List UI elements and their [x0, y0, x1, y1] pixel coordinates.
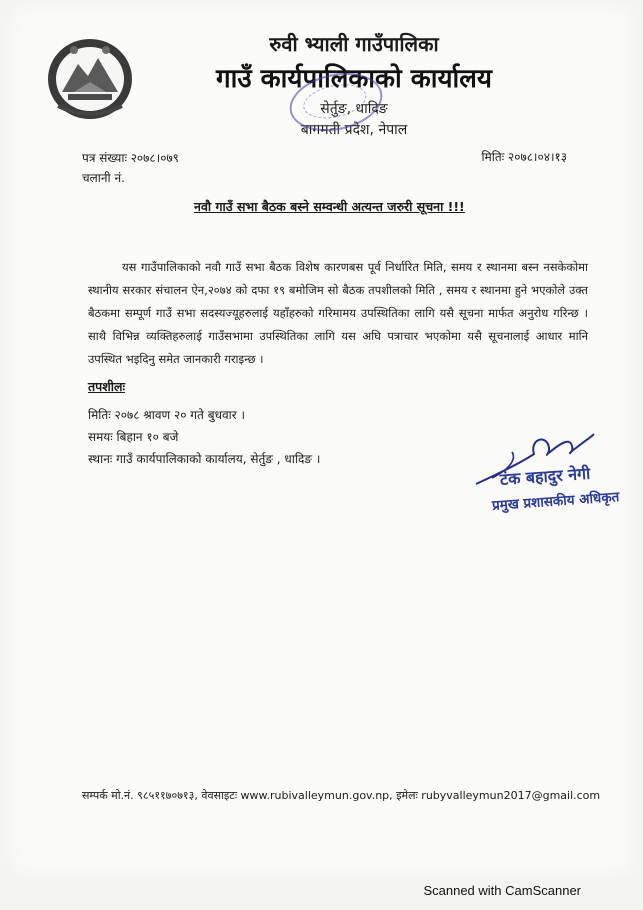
meeting-time: समयः बिहान १० बजे: [88, 430, 179, 444]
province-line: बागमती प्रदेश, नेपाल: [300, 122, 408, 138]
notice-body-text: यस गाउँपालिकाको नवौ गाउँ सभा बैठक विशेष कारणबस पूर्व निर्धारित मिति, समय र स्थानमा बस्न नसकेकोमा स्थानीय सरकार संचालन ऐन,२०७४ को दफा १९ बमोजिम सो बैठक तपशीलको मिति , समय र स्थानमा हुने भएकोले उक्त बैठकमा सम्पूर्ण गाउँ सभा सदस्यज्यूहरुलाई यहाँहरुको गरिमामय उपस्थितिका लागि यसै सूचना मार्फत अनुरोध गरिन्छ । साथै विभिन्न व्यक्तिहरुलाई गाउँसभामा उपस्थितिका लागि यस अघि पत्राचार भएकोमा यसै सूचनालाई आधार मानि उपस्थित भइदिनु समेत जानकारी गराइन्छ ।: [88, 260, 588, 366]
notice-subject: नवौ गाउँ सभा बैठक बस्ने सम्वन्धी अत्यन्त जरुरी सूचना !!!: [194, 199, 465, 214]
notice-body: [88, 256, 588, 371]
letter-date: मितिः २०७८।०४।१३: [481, 150, 567, 164]
contact-footer: सम्पर्क मो.नं. ९८५११७०७१३, वेवसाइटः www.rubivalleymun.gov.np, इमेलः rubyvalleymun2017@gmail.com: [82, 789, 601, 802]
meeting-date: मितिः २०७८ श्रावण २० गते बुधवार ।: [88, 408, 245, 422]
letter-number: पत्र संख्याः २०७८।०७९: [82, 151, 179, 165]
dispatch-number: चलानी नं.: [82, 171, 125, 185]
nepal-emblem-icon: [44, 36, 136, 122]
office-name: गाउँ कार्यपालिकाको कार्यालय: [216, 64, 492, 94]
municipality-name: रुवी भ्याली गाउँपालिका: [269, 32, 439, 56]
signatory-title: प्रमुख प्रशासकीय अधिकृत: [491, 489, 620, 514]
scanner-watermark: Scanned with CamScanner: [423, 883, 581, 898]
letter-page: [4, 0, 639, 880]
details-heading: तपशीलः: [88, 379, 125, 394]
office-location: सेर्तुङ, धादिङ: [320, 101, 388, 117]
reference-block: [82, 148, 179, 188]
details-block: [88, 404, 320, 470]
meeting-place: स्थानः गाउँ कार्यपालिकाको कार्यालय, सेर्तुङ , धादिङ ।: [88, 452, 321, 466]
signatory-name: टंक बहादुर नेगी: [499, 463, 591, 489]
